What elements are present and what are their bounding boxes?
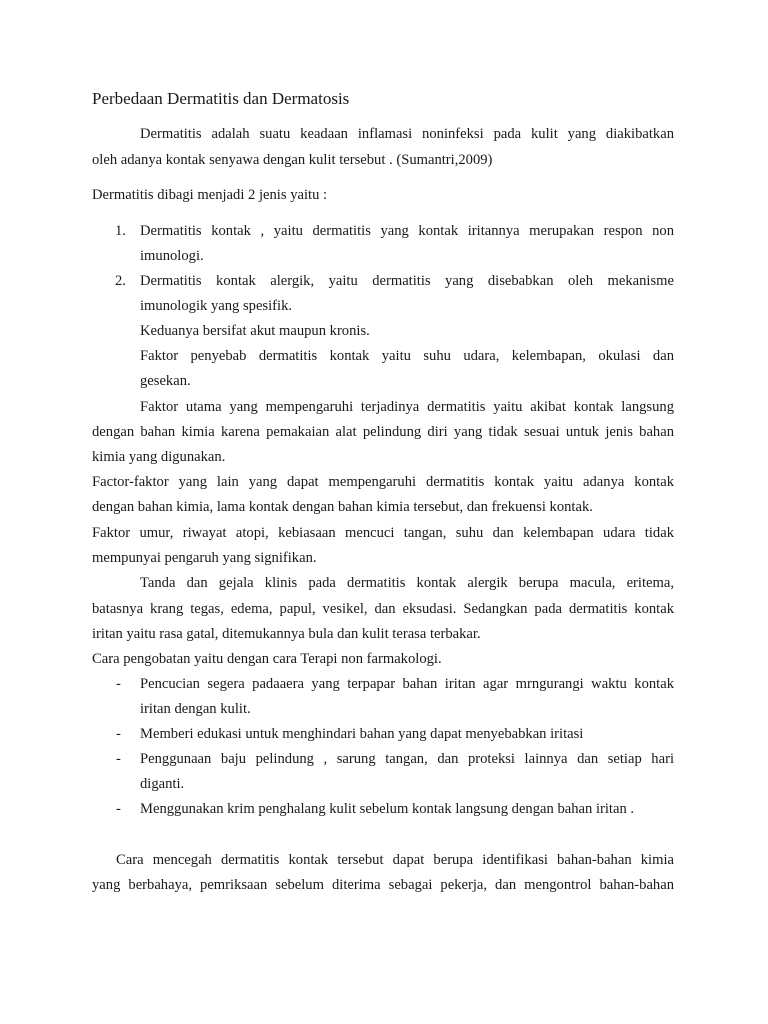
paragraph-line: Faktor umur, riwayat atopi, kebiasaan mencuci tangan, suhu dan kelembapan udara tidak bbox=[92, 525, 674, 541]
list-item-line: Dermatitis kontak alergik, yaitu dermatitis yang disebabkan oleh mekanisme bbox=[140, 273, 674, 289]
list-marker: - bbox=[116, 726, 121, 742]
document-title: Perbedaan Dermatitis dan Dermatosis bbox=[92, 89, 350, 108]
list-item-line: Pencucian segera padaaera yang terpapar bahan iritan agar mrngurangi waktu kontak bbox=[140, 676, 674, 692]
list-marker: 1. bbox=[115, 223, 126, 239]
list-item-line: iritan dengan kulit. bbox=[140, 701, 251, 717]
paragraph-line: dengan bahan kimia karena pemakaian alat pelindung diri yang tidak sesuai untuk jenis bahan bbox=[92, 424, 674, 440]
paragraph-line: Tanda dan gejala klinis pada dermatitis kontak alergik berupa macula, eritema, bbox=[140, 575, 674, 591]
paragraph-line: batasnya krang tegas, edema, papul, vesikel, dan eksudasi. Sedangkan pada dermatitis kontak bbox=[92, 601, 674, 617]
list-marker: - bbox=[116, 801, 121, 817]
intro-types: Dermatitis dibagi menjadi 2 jenis yaitu : bbox=[92, 187, 328, 203]
paragraph-line: Factor-faktor yang lain yang dapat mempengaruhi dermatitis kontak yaitu adanya kontak bbox=[92, 474, 674, 490]
paragraph-line: oleh adanya kontak senyawa dengan kulit tersebut . (Sumantri,2009) bbox=[92, 152, 493, 168]
paragraph-line: Dermatitis adalah suatu keadaan inflamasi noninfeksi pada kulit yang diakibatkan bbox=[140, 126, 674, 142]
list-item-line: diganti. bbox=[140, 776, 185, 792]
paragraph-line: yang berbahaya, pemriksaan sebelum diterima sebagai pekerja, dan mengontrol bahan-bahan bbox=[92, 877, 674, 893]
list-item-line: Memberi edukasi untuk menghindari bahan yang dapat menyebabkan iritasi bbox=[140, 726, 584, 742]
treatment-intro: Cara pengobatan yaitu dengan cara Terapi non farmakologi. bbox=[92, 651, 442, 667]
list-item-line: Menggunakan krim penghalang kulit sebelum kontak langsung dengan bahan iritan . bbox=[140, 801, 635, 817]
indented-note: gesekan. bbox=[140, 373, 191, 389]
paragraph-line: Cara mencegah dermatitis kontak tersebut dapat berupa identifikasi bahan-bahan kimia bbox=[116, 852, 674, 868]
list-item-line: Dermatitis kontak , yaitu dermatitis yang kontak iritannya merupakan respon non bbox=[140, 223, 674, 239]
indented-note: Keduanya bersifat akut maupun kronis. bbox=[140, 323, 370, 339]
indented-note: Faktor penyebab dermatitis kontak yaitu suhu udara, kelembapan, okulasi dan bbox=[140, 348, 674, 364]
list-item-line: Penggunaan baju pelindung , sarung tangan, dan proteksi lainnya dan setiap hari bbox=[140, 751, 674, 767]
paragraph-line: Faktor utama yang mempengaruhi terjadinya dermatitis yaitu akibat kontak langsung bbox=[140, 399, 674, 415]
list-marker: - bbox=[116, 676, 121, 692]
paragraph-line: dengan bahan kimia, lama kontak dengan bahan kimia tersebut, dan frekuensi kontak. bbox=[92, 499, 593, 515]
list-marker: - bbox=[116, 751, 121, 767]
list-item-line: imunologik yang spesifik. bbox=[140, 298, 293, 314]
list-marker: 2. bbox=[115, 273, 126, 289]
paragraph-line: iritan yaitu rasa gatal, ditemukannya bula dan kulit terasa terbakar. bbox=[92, 626, 481, 642]
list-item-line: imunologi. bbox=[140, 248, 204, 264]
paragraph-line: kimia yang digunakan. bbox=[92, 449, 226, 465]
paragraph-line: mempunyai pengaruh yang signifikan. bbox=[92, 550, 317, 566]
